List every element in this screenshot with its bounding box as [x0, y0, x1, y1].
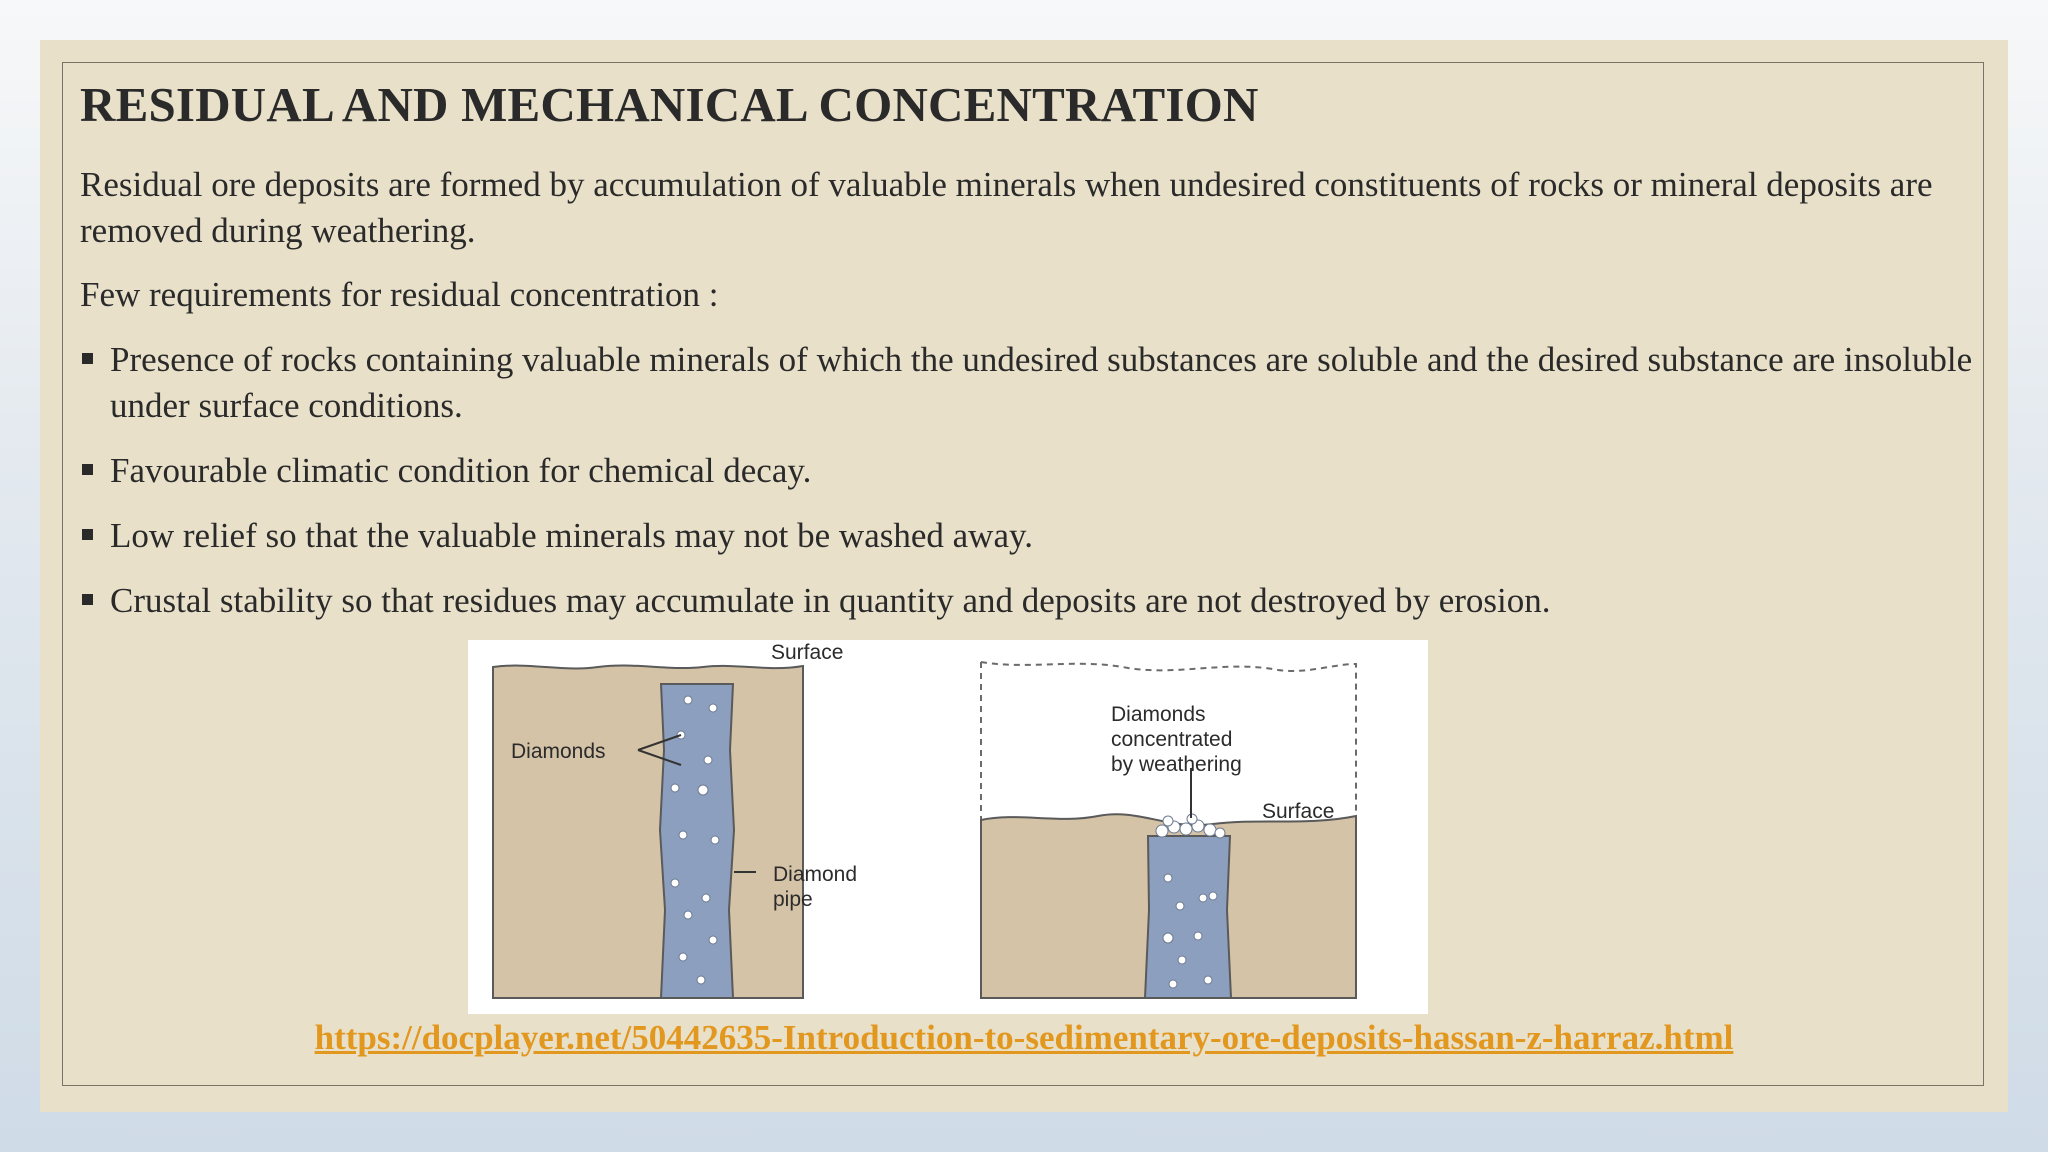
right-surface-label: Surface	[1262, 800, 1335, 823]
right-diamond-pipe	[1145, 836, 1231, 998]
bullet-text: Crustal stability so that residues may accumulate in quantity and deposits are not destroyed by erosion.	[110, 581, 1551, 620]
diamonds-label: Diamonds	[511, 740, 606, 763]
left-panel	[493, 641, 857, 998]
left-surface-label: Surface	[771, 641, 844, 664]
bullet-text: Low relief so that the valuable minerals may not be washed away.	[110, 516, 1033, 555]
left-rock-body	[493, 665, 803, 998]
bullet-square-icon	[82, 529, 93, 540]
bullet-text: Presence of rocks containing valuable minerals of which the undesired substances are soluble and the desired substance are insoluble under surface conditions.	[110, 340, 1973, 425]
pipe-label-line2: pipe	[773, 888, 813, 911]
bullet-text: Favourable climatic condition for chemical decay.	[110, 451, 812, 490]
bullet-square-icon	[82, 594, 93, 605]
right-panel	[981, 662, 1356, 998]
requirements-list	[80, 337, 1980, 643]
source-link[interactable]: https://docplayer.net/50442635-Introduction-to-sedimentary-ore-deposits-hassan-z-harraz.html	[314, 1018, 1734, 1057]
pipe-label-line1: Diamond	[773, 863, 858, 886]
list-item	[80, 578, 1980, 624]
slide-title: RESIDUAL AND MECHANICAL CONCENTRATION	[80, 77, 1259, 132]
slide	[40, 40, 2008, 1112]
diamond-pipe-diagram	[468, 640, 1428, 1014]
diamond-pipe-figure	[468, 640, 1428, 1014]
list-item	[80, 513, 1980, 559]
concentrated-label-line1: Diamonds	[1111, 703, 1206, 726]
list-item	[80, 448, 1980, 494]
concentrated-label-line2: concentrated	[1111, 728, 1233, 751]
bullet-square-icon	[82, 464, 93, 475]
bullet-square-icon	[82, 353, 93, 364]
requirements-heading: Few requirements for residual concentration :	[80, 275, 719, 314]
left-diamond-pipe	[660, 684, 734, 998]
concentrated-label-line3: by weathering	[1111, 753, 1242, 776]
intro-paragraph: Residual ore deposits are formed by accumulation of valuable minerals when undesired constituents of rocks or mineral deposits are removed during weathering.	[80, 165, 1933, 250]
list-item	[80, 337, 1980, 429]
